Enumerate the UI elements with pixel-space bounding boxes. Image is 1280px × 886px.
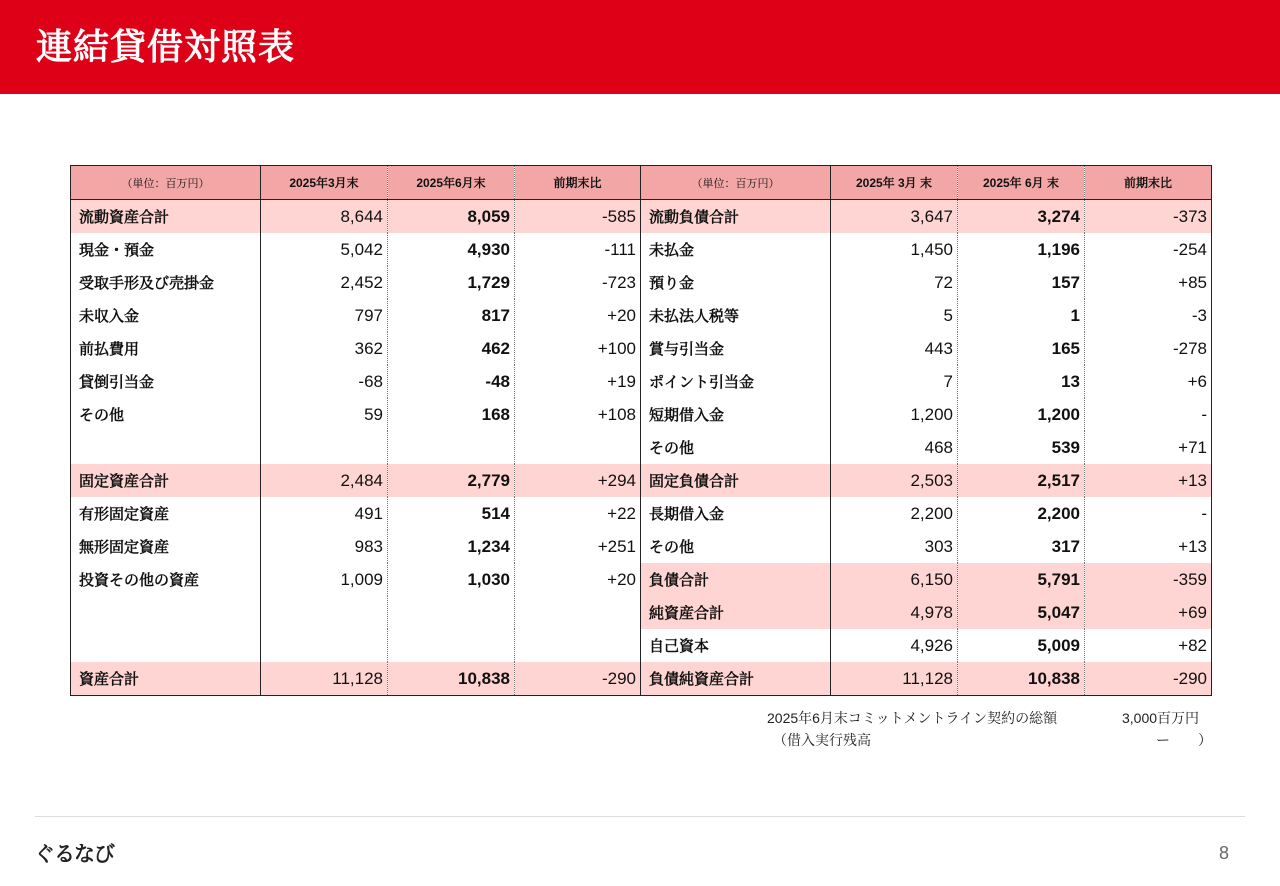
asset-jun-cell: 1,234 bbox=[388, 530, 515, 563]
table-row bbox=[71, 365, 1212, 398]
asset-mar-cell: 5,042 bbox=[261, 233, 388, 266]
liability-label-cell: 長期借入金 bbox=[641, 497, 831, 530]
table-row bbox=[71, 563, 1212, 596]
asset-label-cell: 有形固定資産 bbox=[71, 497, 261, 530]
asset-jun-cell bbox=[388, 629, 515, 662]
asset-mar-cell: 362 bbox=[261, 332, 388, 365]
header-mar-right: 2025年 3月 末 bbox=[831, 166, 958, 200]
table-row bbox=[71, 596, 1212, 629]
table-row bbox=[71, 266, 1212, 299]
table-row bbox=[71, 299, 1212, 332]
liability-jun-cell: 2,200 bbox=[958, 497, 1085, 530]
liability-jun-cell: 539 bbox=[958, 431, 1085, 464]
liability-jun-cell: 1 bbox=[958, 299, 1085, 332]
liability-diff-cell: +71 bbox=[1178, 437, 1207, 457]
asset-label-cell: 未収入金 bbox=[71, 299, 261, 332]
page-number: 8 bbox=[1219, 843, 1230, 863]
header-diff-right: 前期末比 bbox=[1085, 166, 1212, 200]
asset-jun-cell: -48 bbox=[388, 365, 515, 398]
asset-label-cell: その他 bbox=[71, 398, 261, 431]
liability-label-cell: 自己資本 bbox=[641, 629, 831, 662]
asset-mar-cell: 1,009 bbox=[261, 563, 388, 596]
asset-diff-cell: -723 bbox=[515, 266, 641, 299]
table-row bbox=[71, 431, 1212, 464]
asset-diff-cell: +294 bbox=[515, 464, 641, 497]
asset-label-cell: 前払費用 bbox=[71, 332, 261, 365]
liability-label-cell: 未払金 bbox=[641, 233, 831, 266]
table-row bbox=[71, 662, 1212, 696]
asset-label-cell bbox=[71, 431, 261, 464]
asset-mar-cell: 797 bbox=[261, 299, 388, 332]
asset-jun-cell: 1,729 bbox=[388, 266, 515, 299]
asset-jun-cell: 4,930 bbox=[388, 233, 515, 266]
asset-mar-cell: 983 bbox=[261, 530, 388, 563]
liability-diff-cell: -373 bbox=[1085, 200, 1212, 234]
liability-jun-cell: 1,196 bbox=[958, 233, 1085, 266]
asset-label-cell: 無形固定資産 bbox=[71, 530, 261, 563]
asset-jun-cell: 168 bbox=[388, 398, 515, 431]
liability-mar-cell: 2,200 bbox=[831, 497, 958, 530]
liability-mar-cell: 4,978 bbox=[831, 596, 958, 629]
balance-sheet-table bbox=[70, 165, 1212, 696]
asset-mar-cell bbox=[261, 629, 388, 662]
liability-jun-cell: 10,838 bbox=[958, 662, 1085, 696]
liability-diff-cell: +69 bbox=[1085, 596, 1212, 629]
asset-diff-cell: +20 bbox=[515, 299, 641, 332]
liability-mar-cell: 72 bbox=[831, 266, 958, 299]
asset-diff-cell: +19 bbox=[515, 365, 641, 398]
liability-jun-cell: 317 bbox=[958, 530, 1085, 563]
liability-mar-cell: 1,200 bbox=[831, 398, 958, 431]
footer-divider bbox=[35, 816, 1245, 817]
asset-jun-cell: 10,838 bbox=[388, 662, 515, 696]
asset-diff-cell bbox=[515, 596, 641, 629]
asset-diff-cell: -290 bbox=[515, 662, 641, 696]
asset-diff-cell: +100 bbox=[515, 332, 641, 365]
table-row bbox=[71, 497, 1212, 530]
liability-diff-cell: -359 bbox=[1085, 563, 1212, 596]
asset-label-cell: 固定資産合計 bbox=[71, 464, 261, 497]
liability-mar-cell: 7 bbox=[831, 365, 958, 398]
header-diff-left: 前期末比 bbox=[515, 166, 641, 200]
asset-label-cell bbox=[71, 629, 261, 662]
asset-mar-cell: 2,484 bbox=[261, 464, 388, 497]
liability-mar-cell: 3,647 bbox=[831, 200, 958, 234]
asset-jun-cell bbox=[388, 596, 515, 629]
liability-jun-cell: 5,009 bbox=[958, 629, 1085, 662]
liability-label-cell: その他 bbox=[641, 431, 831, 464]
asset-mar-cell: 8,644 bbox=[261, 200, 388, 234]
liability-mar-cell: 4,926 bbox=[831, 629, 958, 662]
liability-jun-cell: 157 bbox=[958, 266, 1085, 299]
table-row bbox=[71, 398, 1212, 431]
liability-label-cell: 負債純資産合計 bbox=[641, 662, 831, 696]
borrowing-balance-value: ー ） bbox=[1156, 732, 1212, 748]
asset-label-cell: 受取手形及び売掛金 bbox=[71, 266, 261, 299]
asset-jun-cell: 514 bbox=[388, 497, 515, 530]
table-row bbox=[71, 332, 1212, 365]
liability-label-cell: 預り金 bbox=[641, 266, 831, 299]
table-row bbox=[71, 464, 1212, 497]
asset-mar-cell: -68 bbox=[261, 365, 388, 398]
liability-jun-cell: 5,791 bbox=[958, 563, 1085, 596]
liability-mar-cell: 11,128 bbox=[831, 662, 958, 696]
asset-diff-cell: +20 bbox=[515, 563, 641, 596]
asset-jun-cell: 1,030 bbox=[388, 563, 515, 596]
liability-diff-cell: -254 bbox=[1172, 239, 1207, 259]
liability-diff-cell: +82 bbox=[1178, 635, 1207, 655]
liability-jun-cell: 5,047 bbox=[958, 596, 1085, 629]
liability-mar-cell: 1,450 bbox=[831, 233, 958, 266]
liability-diff-cell: +6 bbox=[1187, 371, 1207, 391]
asset-label-cell bbox=[71, 596, 261, 629]
liability-label-cell: 流動負債合計 bbox=[641, 200, 831, 234]
asset-label-cell: 流動資産合計 bbox=[71, 200, 261, 234]
asset-jun-cell: 2,779 bbox=[388, 464, 515, 497]
liability-diff-cell: +13 bbox=[1178, 536, 1207, 556]
liability-mar-cell: 303 bbox=[831, 530, 958, 563]
asset-mar-cell: 11,128 bbox=[261, 662, 388, 696]
header-unit-right: （単位：百万円） bbox=[641, 166, 831, 200]
asset-mar-cell: 59 bbox=[261, 398, 388, 431]
asset-diff-cell: +108 bbox=[515, 398, 641, 431]
liability-label-cell: ポイント引当金 bbox=[641, 365, 831, 398]
asset-diff-cell: +251 bbox=[515, 530, 641, 563]
asset-mar-cell: 491 bbox=[261, 497, 388, 530]
liability-jun-cell: 2,517 bbox=[958, 464, 1085, 497]
gurunavi-logo: ぐるなび bbox=[34, 843, 114, 866]
table-row bbox=[71, 629, 1212, 662]
commitment-line-label: 2025年6月末コミットメントライン契約の総額 bbox=[767, 710, 1058, 726]
asset-diff-cell: -111 bbox=[515, 233, 641, 266]
liability-label-cell: 未払法人税等 bbox=[641, 299, 831, 332]
liability-mar-cell: 6,150 bbox=[831, 563, 958, 596]
liability-label-cell: 負債合計 bbox=[641, 563, 831, 596]
asset-diff-cell bbox=[515, 431, 641, 464]
liability-jun-cell: 3,274 bbox=[958, 200, 1085, 234]
liability-jun-cell: 1,200 bbox=[958, 398, 1085, 431]
header-unit-left: （単位：百万円） bbox=[71, 166, 261, 200]
header-jun-left: 2025年6月末 bbox=[388, 166, 515, 200]
asset-diff-cell: -585 bbox=[515, 200, 641, 234]
table-row bbox=[71, 530, 1212, 563]
asset-mar-cell bbox=[261, 596, 388, 629]
asset-label-cell: 貸倒引当金 bbox=[71, 365, 261, 398]
asset-jun-cell: 817 bbox=[388, 299, 515, 332]
liability-diff-cell: -290 bbox=[1085, 662, 1212, 696]
liability-mar-cell: 468 bbox=[831, 431, 958, 464]
liability-diff-cell: - bbox=[1201, 503, 1207, 523]
table-header-row bbox=[71, 166, 1212, 200]
liability-jun-cell: 165 bbox=[958, 332, 1085, 365]
liability-mar-cell: 2,503 bbox=[831, 464, 958, 497]
liability-label-cell: 賞与引当金 bbox=[641, 332, 831, 365]
liability-label-cell: その他 bbox=[641, 530, 831, 563]
liability-diff-cell: +85 bbox=[1178, 272, 1207, 292]
liability-diff-cell: - bbox=[1201, 404, 1207, 424]
asset-mar-cell: 2,452 bbox=[261, 266, 388, 299]
asset-diff-cell bbox=[515, 629, 641, 662]
liability-diff-cell: -278 bbox=[1172, 338, 1207, 358]
liability-diff-cell: -3 bbox=[1191, 305, 1207, 325]
page-title: 連結貸借対照表 bbox=[36, 26, 296, 67]
liability-jun-cell: 13 bbox=[958, 365, 1085, 398]
liability-diff-cell: +13 bbox=[1085, 464, 1212, 497]
asset-jun-cell: 462 bbox=[388, 332, 515, 365]
asset-label-cell: 現金・預金 bbox=[71, 233, 261, 266]
liability-label-cell: 固定負債合計 bbox=[641, 464, 831, 497]
liability-mar-cell: 5 bbox=[831, 299, 958, 332]
asset-jun-cell: 8,059 bbox=[388, 200, 515, 234]
borrowing-balance-label: （借入実行残高 bbox=[773, 732, 871, 748]
liability-label-cell: 短期借入金 bbox=[641, 398, 831, 431]
liability-label-cell: 純資産合計 bbox=[641, 596, 831, 629]
commitment-line-value: 3,000百万円 bbox=[1122, 710, 1200, 726]
header-mar-left: 2025年3月末 bbox=[261, 166, 388, 200]
asset-mar-cell bbox=[261, 431, 388, 464]
asset-label-cell: 資産合計 bbox=[71, 662, 261, 696]
table-row bbox=[71, 200, 1212, 234]
asset-diff-cell: +22 bbox=[515, 497, 641, 530]
asset-label-cell: 投資その他の資産 bbox=[71, 563, 261, 596]
asset-jun-cell bbox=[388, 431, 515, 464]
table-row bbox=[71, 233, 1212, 266]
header-jun-right: 2025年 6月 末 bbox=[958, 166, 1085, 200]
liability-mar-cell: 443 bbox=[831, 332, 958, 365]
